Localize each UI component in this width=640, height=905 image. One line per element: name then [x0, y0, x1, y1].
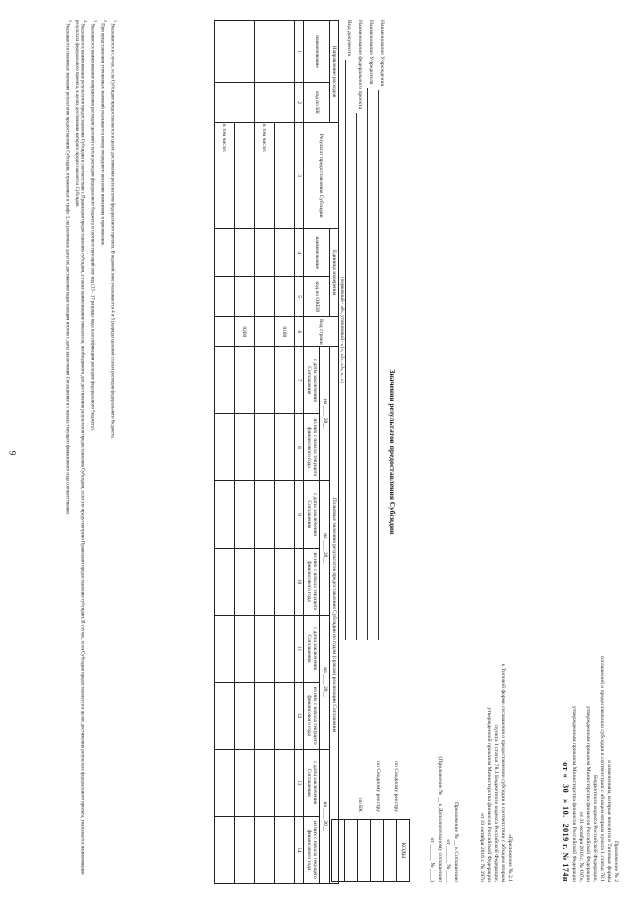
cell	[274, 615, 294, 682]
code-cell	[371, 820, 384, 882]
col-from-sign: с даты заключения Соглашения	[304, 481, 320, 548]
column-number: 7	[294, 347, 303, 414]
header-line: утвержденным приказом Министерства финансов Российской Федерации	[585, 705, 592, 882]
code-label: по Сводному реестру	[393, 761, 399, 812]
footnote-text: Указываются плановые значения результатов предоставления Субсидии, отраженных в графе 3, на различные даты их достижения нарастающим итогом с даты заключения Соглашения и с начала текущего финансового года соответственно.	[64, 23, 70, 516]
header-line: соглашений о предоставлении субсидии в соответствии с абзацем вторым пункта 1 статьи 78.1	[599, 655, 606, 882]
column-number: 10	[294, 548, 303, 615]
date-month: » 10.	[561, 799, 571, 818]
appendix-header	[560, 552, 619, 882]
cell-code-bk	[254, 83, 294, 123]
col-year: на ____ 20__	[320, 347, 329, 481]
column-number: 8	[294, 414, 303, 481]
col-unit-name: наименование	[304, 229, 329, 277]
header2-line: утвержденной приказом Министерства финансов Российской Федерации	[486, 707, 493, 882]
cell	[214, 749, 234, 816]
approved-line: утвержденным приказом Министерства финансов Российской Федерации	[571, 705, 578, 882]
header-line: от 31 октября 2016 г. № 197н,	[578, 811, 585, 882]
col-from-year: из них с начала текущего финансового года	[304, 816, 320, 883]
field-label: Вид документа	[345, 20, 352, 56]
col-unit: Единица измерения	[329, 229, 338, 317]
column-number: 2	[294, 83, 303, 123]
header3-line: Приложение № __ к Соглашению	[453, 801, 459, 882]
cell	[254, 816, 274, 883]
cell	[254, 481, 274, 548]
header3-line: (Приложение № __ к Дополнительному соглашению	[437, 756, 444, 882]
col-from-year: из них с начала текущего финансового года	[304, 682, 320, 749]
footnote: $^1$ Указывается в случае, если Субсидия предоставляется в целях достижения результатов федерального проекта. В кодовой зоне указываются 4 и 5 разряды целевой статьи расходов федерального бюджета.	[109, 20, 118, 439]
cell	[234, 615, 254, 682]
field-line	[356, 113, 364, 640]
header-line: Приложение № 2	[613, 841, 619, 882]
doc-kind-hint: (первичный - «0», уточненный - «1», «2», «3», «...»)	[339, 277, 344, 383]
footnote-text: Указывается в случае, если Субсидия предоставляется в целях достижения результатов федерального проекта. В кодовой зоне указываются 4 и 5 разряды целевой статьи расходов федерального бюджета.	[109, 23, 115, 439]
col-from-sign: с даты заключения Соглашения	[304, 749, 320, 816]
cell	[214, 414, 234, 481]
column-number: 3	[294, 123, 303, 229]
field-label: Наименование федерального проекта	[356, 20, 363, 110]
codes-table	[331, 819, 410, 882]
cell	[274, 749, 294, 816]
date-prefix: от «	[561, 762, 571, 779]
cell-line-code	[214, 317, 234, 347]
header2-line: к Типовой форме соглашения о предоставлении субсидии в соответствии с абзацем вторым	[500, 663, 507, 882]
cell	[274, 414, 294, 481]
col-result: Результат предоставления Субсидии	[304, 123, 339, 229]
field-founder	[367, 20, 378, 640]
date-year-number: 2019 г. № 174н	[561, 823, 571, 882]
cell	[234, 414, 254, 481]
cell	[274, 816, 294, 883]
header2-line: пункта 1 статьи 78.1 Бюджетного кодекса Российской Федерации,	[493, 725, 500, 882]
cell-line-code: 0100	[274, 317, 294, 347]
code-label: по Сводному реестру	[375, 761, 382, 812]
cell	[214, 347, 234, 414]
cell-result: в том числе:	[214, 123, 234, 229]
cell	[214, 816, 234, 883]
cell	[214, 615, 234, 682]
table-row	[214, 21, 234, 884]
code-label: по БК	[357, 797, 364, 812]
field-line	[367, 88, 375, 640]
cell-direction	[254, 21, 294, 83]
header3-line: от ______ № ____)	[429, 837, 436, 882]
cell	[254, 347, 274, 414]
field-document-kind	[345, 20, 356, 640]
table-row	[274, 21, 294, 884]
date-day: 30	[561, 784, 571, 794]
field-line	[345, 60, 353, 640]
footnote: $^5$ Указываются плановые значения результатов предоставления Субсидии, отраженных в графе 3, на различные даты их достижения нарастающим итогом с даты заключения Соглашения и с начала текущего финансового года соответственно.	[64, 20, 73, 516]
footnote: $^2$ При представлении уточненных значений указывается номер очередного внесения изменения в приложение.	[99, 20, 109, 247]
agreement-appendix-header	[427, 652, 459, 882]
order-date	[560, 552, 570, 882]
cell	[234, 682, 254, 749]
cell	[274, 481, 294, 548]
col-year: на ____ 20__	[320, 615, 329, 749]
column-number: 6	[294, 317, 303, 347]
appendix21-header	[478, 552, 513, 882]
footnotes	[62, 20, 117, 884]
cell	[274, 347, 294, 414]
code-cell	[358, 820, 371, 882]
footnote: $^4$ Указывается наименование результатов предоставления Субсидии в соответствии с Правилами предоставления субсидии, а также наименование показателя, необходимого для достижения результатов предоставления Субсидии, если это предусмотрено Правилами предоставления субсидии. В случае, если Субсидия предоставляется в целях достижения результата федерального проекта, указывается наименование результата федерального проекта, в целях достижения которого предоставляется Субсидия.	[74, 20, 89, 875]
field-label: Наименование Учредителя	[367, 20, 374, 85]
col-from-year: из них с начала текущего финансового года	[304, 548, 320, 615]
results-table	[214, 20, 339, 884]
column-number: 4	[294, 229, 303, 277]
header2-line: от 31 октября 2016 г. № 197н	[479, 813, 486, 882]
cell	[214, 481, 234, 548]
cell	[254, 229, 274, 277]
field-label: Наименование Учреждения	[378, 20, 385, 87]
cell-result	[234, 123, 254, 229]
col-directions: Направление расходов	[329, 21, 338, 123]
code-cell	[345, 820, 358, 882]
codes-header: КОДЫ	[397, 820, 410, 882]
column-number: 14	[294, 816, 303, 883]
cell-code-bk	[214, 83, 254, 123]
header-line: к изменениям, которые вносятся в Типовые формы	[606, 760, 613, 882]
cell	[254, 548, 274, 615]
cell	[234, 548, 254, 615]
col-year: на ____ 20__	[320, 481, 329, 615]
column-number: 13	[294, 749, 303, 816]
footnote-text: Указывается наименование направления расходов целевой статьи расходов федерального бюджета и соответствующий ему код (13 - 17 разряды кода классификации расходов федерального бюджета).	[89, 23, 95, 431]
rotated-page	[15, 12, 625, 892]
cell-result: в том числе:	[254, 123, 274, 229]
cell-line-code: 0200	[234, 317, 254, 347]
cell	[234, 749, 254, 816]
footnote-text: Указывается наименование результатов предоставления Субсидии в соответствии с Правилами предоставления субсидии, а также наименование показателя, необходимого для достижения результатов предоставления Субсидии, если это предусмотрено Правилами предоставления субсидии. В случае, если Субсидия предоставляется в целях достижения результата федерального проекта, указывается наименование результата федерального проекта, в целях достижения которого предоставляется Субсидия.	[74, 20, 85, 875]
field-institution	[378, 20, 389, 640]
document-title: Значения результатов предоставления Субсидии	[388, 369, 397, 535]
col-line-code: Код строки	[304, 317, 339, 347]
cell	[274, 548, 294, 615]
col-from-sign: с даты заключения Соглашения	[304, 347, 320, 414]
cell-direction	[214, 21, 254, 83]
cell	[234, 277, 254, 317]
cell-line-code	[254, 317, 274, 347]
header-line: Бюджетного кодекса Российской Федерации,	[592, 774, 599, 882]
col-unit-okei: код по ОКЕИ	[304, 277, 329, 317]
cell	[254, 615, 274, 682]
col-from-sign: с даты заключения Соглашения	[304, 615, 320, 682]
table-row	[234, 21, 254, 884]
column-number: 11	[294, 615, 303, 682]
cell	[214, 548, 234, 615]
cell	[214, 277, 234, 317]
cell	[234, 481, 254, 548]
footnote-text: При представлении уточненных значений указывается номер очередного внесения изменения в приложение.	[99, 23, 105, 247]
cell	[274, 229, 294, 277]
field-line	[378, 90, 386, 640]
col-from-year: из них с начала текущего финансового года	[304, 414, 320, 481]
cell	[234, 816, 254, 883]
col-direction-name: наименование	[304, 21, 329, 83]
cell	[254, 414, 274, 481]
footnote: $^3$ Указывается наименование направления расходов целевой статьи расходов федерального бюджета и соответствующий ему код (13 - 17 разряды кода классификации расходов федерального бюджета).	[89, 20, 99, 431]
col-year: на ____ 20__	[320, 749, 329, 883]
column-number: 12	[294, 682, 303, 749]
column-numbers-row	[294, 21, 303, 884]
cell	[214, 229, 234, 277]
header2-line: «Приложение № 2.1	[507, 834, 513, 882]
field-federal-project	[356, 20, 367, 640]
cell	[254, 277, 274, 317]
column-number: 9	[294, 481, 303, 548]
cell	[274, 277, 294, 317]
table-row	[254, 21, 274, 884]
col-planned: Плановые значения результатов предоставления Субсидии по годам (срокам) реализации Соглашения	[329, 347, 338, 884]
form-fields	[338, 20, 389, 640]
header3-line: от ______ № ____	[445, 839, 452, 882]
col-code-bk: код по БК	[304, 83, 329, 123]
cell	[214, 682, 234, 749]
cell	[254, 749, 274, 816]
cell	[234, 347, 254, 414]
cell-result	[274, 123, 294, 229]
cell	[234, 229, 254, 277]
page-number: 9	[7, 450, 18, 456]
cell	[254, 682, 274, 749]
cell	[274, 682, 294, 749]
column-number: 5	[294, 277, 303, 317]
column-number: 1	[294, 21, 303, 83]
